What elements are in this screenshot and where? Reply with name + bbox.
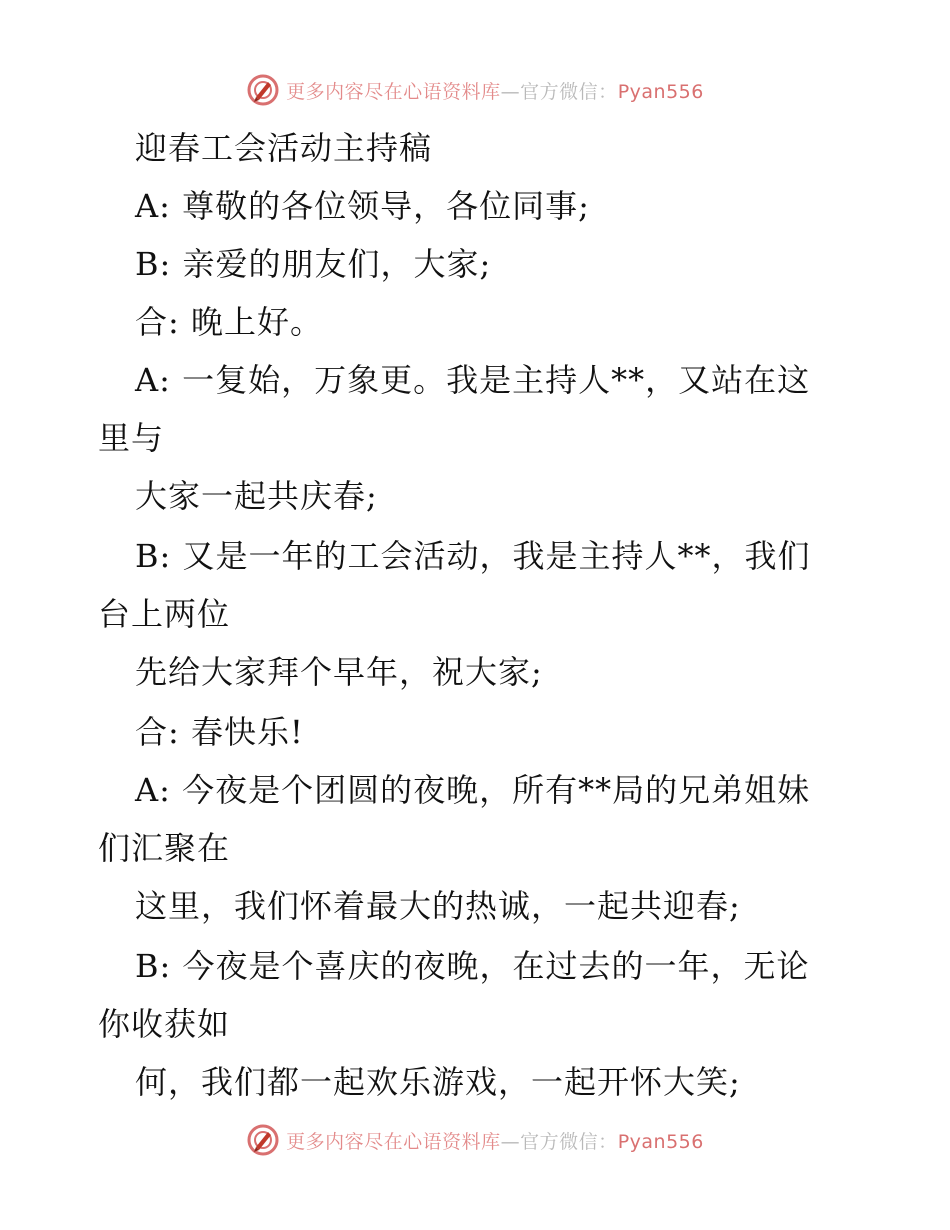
watermark-wechat-label: 官方微信： (520, 80, 618, 103)
paragraph-line: A: 尊敬的各位领导，各位同事; (135, 187, 590, 225)
paragraph-line: 何，我们都一起欢乐游戏，一起开怀大笑; (135, 1063, 741, 1101)
header-watermark (0, 70, 950, 110)
pen-logo-icon (246, 73, 280, 107)
paragraph-line: A: 一复始，万象更。我是主持人**，又站在这 (135, 361, 811, 399)
footer-watermark (0, 1120, 950, 1160)
paragraph-line: B: 亲爱的朋友们，大家; (135, 245, 492, 283)
watermark-separator: — (500, 1130, 521, 1153)
paragraph-line: 先给大家拜个早年，祝大家; (135, 653, 543, 691)
paragraph-line: B: 又是一年的工会活动，我是主持人**，我们 (135, 537, 811, 575)
paragraph-line: A: 今夜是个团圆的夜晚，所有**局的兄弟姐妹 (135, 771, 811, 809)
watermark-main-text: 更多内容尽在心语资料库 (286, 1130, 501, 1153)
paragraph-line: 你收获如 (98, 1005, 231, 1043)
paragraph-line: 台上两位 (98, 595, 231, 633)
paragraph-line: 合: 春快乐! (135, 713, 304, 751)
paragraph-line: 们汇聚在 (98, 829, 231, 867)
paragraph-line: 里与 (98, 419, 165, 457)
paragraph-line: 大家一起共庆春; (135, 477, 378, 515)
paragraph-line: 合: 晚上好。 (135, 303, 323, 341)
paragraph-line: B: 今夜是个喜庆的夜晚，在过去的一年，无论 (135, 947, 810, 985)
document-title: 迎春工会活动主持稿 (135, 129, 433, 167)
pen-logo-icon (246, 1123, 280, 1157)
watermark-wechat-id: Pyan556 (617, 80, 704, 103)
watermark-main-text: 更多内容尽在心语资料库 (286, 80, 501, 103)
watermark-separator: — (500, 80, 521, 103)
paragraph-line: 这里，我们怀着最大的热诚，一起共迎春; (135, 887, 741, 925)
watermark-wechat-label: 官方微信： (520, 1130, 618, 1153)
watermark-wechat-id: Pyan556 (617, 1130, 704, 1153)
